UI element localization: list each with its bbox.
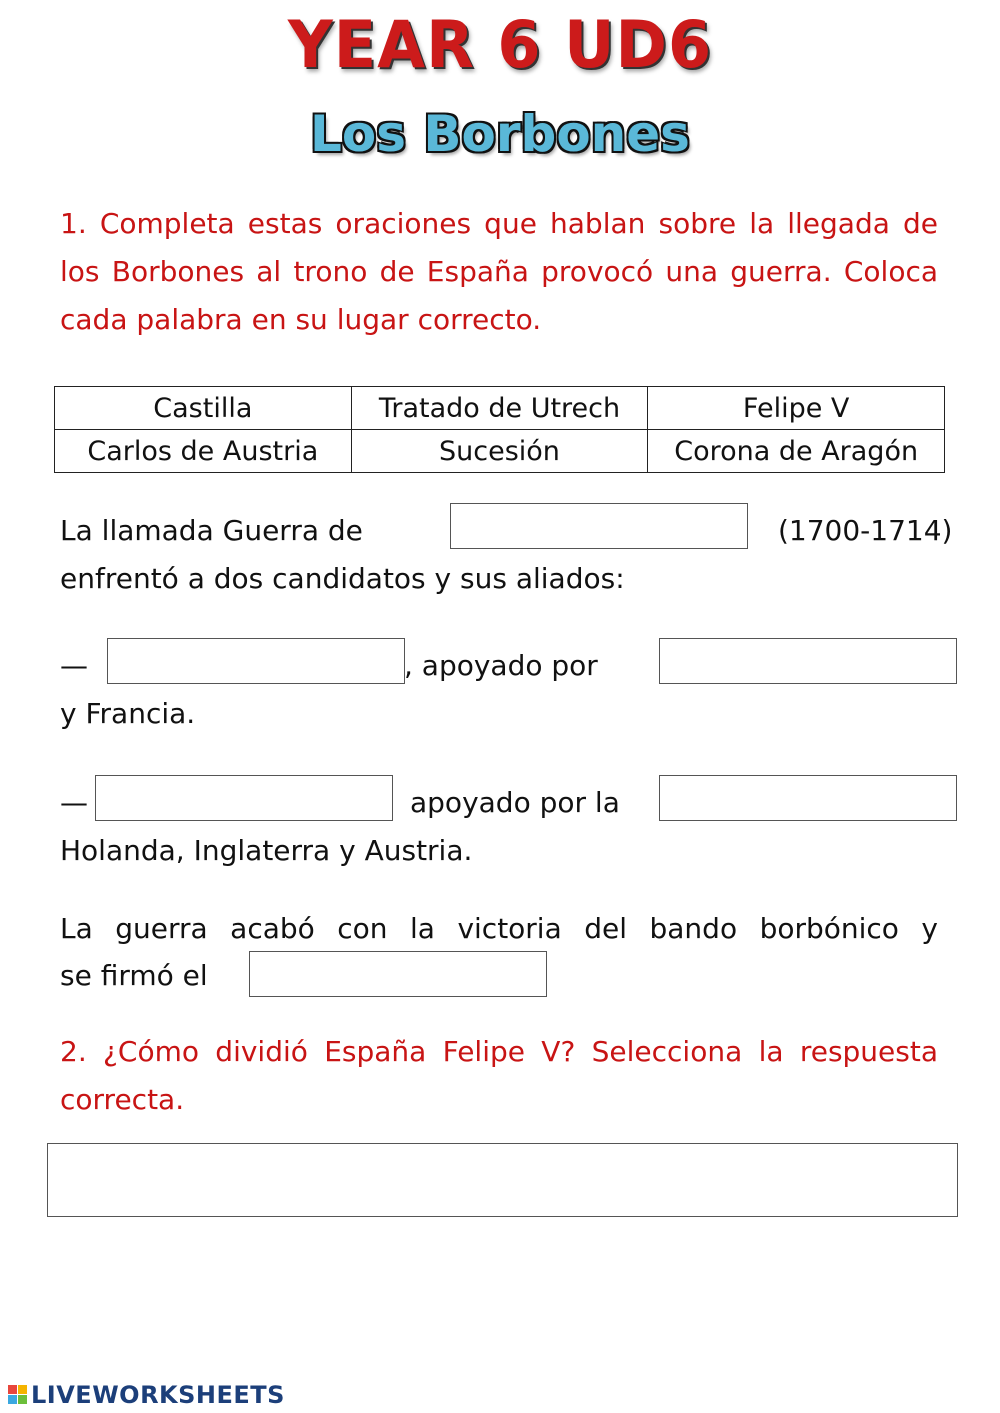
- sentence-1-dates: (1700-1714): [778, 514, 953, 547]
- question-1-prompt: 1. Completa estas oraciones que hablan sobre la llegada de los Borbones al trono de España provocó una guerra. Coloca cada palabra en su lugar correcto.: [60, 207, 938, 336]
- answer-box-supporter-1[interactable]: [659, 638, 957, 684]
- liveworksheets-logo: [8, 1381, 285, 1409]
- word-bank-row: [55, 430, 945, 473]
- final-sentence-line-1: La guerra acabó con la victoria del bando borbónico y: [60, 912, 938, 945]
- word-bank-cell: Tratado de Utrech: [351, 387, 648, 430]
- dash-bullet: —: [60, 786, 88, 819]
- sentence-1-start: La llamada Guerra de: [60, 514, 363, 547]
- item-2-supported-by: apoyado por la: [410, 786, 620, 819]
- word-bank-table: [54, 386, 945, 473]
- question-2-prompt: 2. ¿Cómo dividió España Felipe V? Selecciona la respuesta correcta.: [60, 1035, 938, 1116]
- word-bank-cell: Felipe V: [648, 387, 945, 430]
- word-bank-cell: Sucesión: [351, 430, 648, 473]
- liveworksheets-logo-icon: [8, 1385, 28, 1405]
- answer-box-candidate-1[interactable]: [107, 638, 405, 684]
- word-bank-cell: Castilla: [55, 387, 352, 430]
- item-2-end: Holanda, Inglaterra y Austria.: [60, 834, 473, 867]
- worksheet-subtitle: Los Borbones: [310, 105, 690, 163]
- liveworksheets-brand-text: LIVEWORKSHEETS: [31, 1381, 285, 1409]
- item-1-end: y Francia.: [60, 697, 196, 730]
- answer-box-war-name[interactable]: [450, 503, 748, 549]
- word-bank-row: [55, 387, 945, 430]
- item-1-supported-by: , apoyado por: [404, 649, 598, 682]
- answer-box-supporter-2[interactable]: [659, 775, 957, 821]
- answer-box-treaty[interactable]: [249, 951, 547, 997]
- answer-box-candidate-2[interactable]: [95, 775, 393, 821]
- worksheet-title: YEAR 6 UD6: [287, 6, 713, 83]
- word-bank-cell: Corona de Aragón: [648, 430, 945, 473]
- sentence-1-continuation: enfrentó a dos candidatos y sus aliados:: [60, 562, 625, 595]
- dash-bullet: —: [60, 649, 88, 682]
- answer-select-division[interactable]: [47, 1143, 958, 1217]
- word-bank-cell: Carlos de Austria: [55, 430, 352, 473]
- final-sentence-line-2: se firmó el: [60, 959, 208, 992]
